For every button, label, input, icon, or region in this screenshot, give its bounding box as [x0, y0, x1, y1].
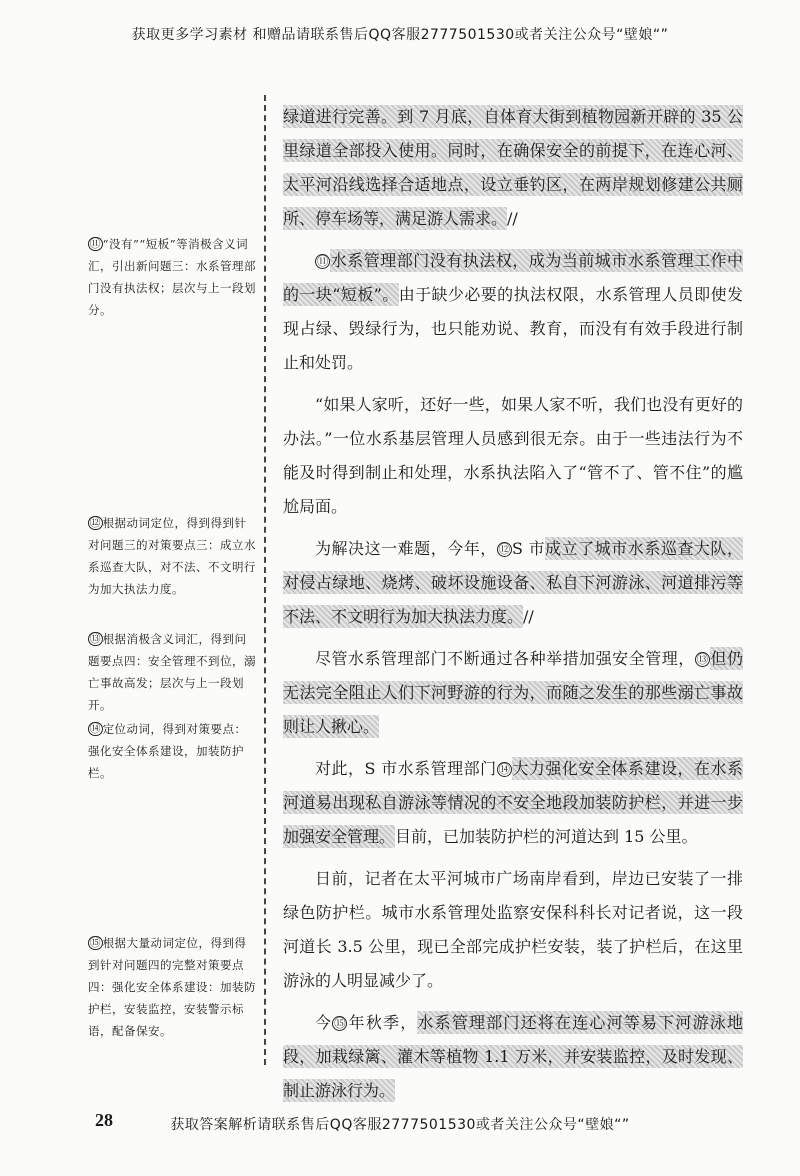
main-text: [283, 100, 743, 1116]
page-header: 获取更多学习素材 和赠品请联系售后QQ客服2777501530或者关注公众号“壁娘“”: [131, 27, 669, 43]
paragraph-text: 为解决这一难题，今年，: [315, 539, 497, 558]
highlight: 水系管理部门还将在连心河等易下河游泳地段，加栽绿篱、灌木等植物 1.1 万米，并安装监控，及时发现、制止游泳行为。: [283, 1013, 743, 1100]
paragraph-7: [283, 862, 743, 998]
paragraph-text: 由于缺少必要的执法权限，水系管理人员即使发现占绿、毁绿行为，也只能劝说、教育，而没有有效手段进行制止和处罚。: [283, 285, 743, 372]
paragraph-5: [283, 642, 743, 744]
annotation-11: [88, 233, 258, 321]
paragraph-4: [283, 532, 743, 634]
annotation-text: “没有”“短板”等消极含义词汇，引出新问题三：水系管理部门没有执法权；层次与上一段划分。: [88, 237, 256, 317]
paragraph-2: [283, 244, 743, 380]
highlight: 但仍无法完全阻止人们下河野游的行为，而随之发生的那些溺亡事故则让人揪心。: [283, 649, 743, 736]
paragraph-text: 尽管水系管理部门不断通过各种举措加强安全管理，: [315, 649, 695, 668]
circled-number: ⑫: [498, 541, 511, 556]
annotation-number: ⑭: [89, 721, 101, 735]
annotation-text: 定位动词，得到对策要点：强化安全体系建设，加装防护栏。: [88, 722, 247, 780]
annotation-text: 根据消极含义词汇，得到问题要点四：安全管理不到位，溺亡事故高发；层次与上一段划开。: [88, 632, 256, 712]
annotation-number: ⑬: [89, 631, 101, 645]
paragraph-8: [283, 1006, 743, 1108]
column-divider: [264, 95, 266, 1065]
highlight: 大力强化安全体系建设，在水系河道易出现私自游泳等情况的不安全地段加装防护栏，并进一步加强安全管理。: [283, 759, 743, 846]
paragraph-3: [283, 388, 743, 524]
section-mark: //: [507, 209, 518, 228]
paragraph-text: 对此，S 市水系管理部门: [315, 759, 497, 778]
annotation-text: 根据大量动词定位，得到得到针对问题四的完整对策要点四：强化安全体系建设：加装防护栏，安装监控，安装警示标语，配备保安。: [88, 936, 256, 1038]
circled-number: ⑮: [334, 1015, 346, 1030]
annotation-number: ⑪: [89, 236, 101, 250]
page-number: 28: [95, 1110, 113, 1130]
paragraph-text: 目前，已加装防护栏的河道达到 15 公里。: [395, 827, 698, 846]
paragraph-1: [283, 100, 743, 236]
paragraph-text: 年秋季，: [347, 1013, 418, 1032]
section-mark: //: [523, 607, 534, 626]
annotation-14: [88, 718, 258, 784]
annotation-number: ⑫: [89, 515, 101, 529]
page-footer: 获取答案解析请联系售后QQ客服2777501530或者关注公众号“壁娘“”: [170, 1117, 630, 1133]
annotation-text: 根据动词定位，得到得到针对问题三的对策要点三：成立水系巡查大队，对不法、不文明行为加大执法力度。: [88, 516, 256, 596]
highlight: 绿道进行完善。到 7 月底，自体育大街到植物园新开辟的 35 公里绿道全部投入使用。同时，在确保安全的前提下，在连心河、太平河沿线选择合适地点，设立垂钓区，在两岸规划修建公共厕所、停车场等，满足游人需求。: [283, 107, 743, 228]
annotation-number: ⑮: [89, 935, 101, 949]
paragraph-text: “如果人家听，还好一些，如果人家不听，我们也没有更好的办法。”一位水系基层管理人员感到很无奈。由于一些违法行为不能及时得到制止和处理，水系执法陷入了“管不了、管不住”的尴尬局面。: [283, 395, 743, 516]
circled-number: ⑬: [696, 651, 709, 666]
annotation-12: [88, 512, 258, 600]
highlight: 水系管理部门没有执法权，成为当前城市水系管理工作中的一块“短板”。: [283, 251, 743, 304]
paragraph-6: [283, 752, 743, 854]
paragraph-text: S 市: [512, 539, 546, 558]
annotation-13: [88, 628, 258, 716]
circled-number: ⑭: [498, 761, 511, 776]
paragraph-text: 日前，记者在太平河城市广场南岸看到，岸边已安装了一排绿色防护栏。城市水系管理处监察安保科科长对记者说，这一段河道长 3.5 公里，现已全部完成护栏安装，装了护栏后，在这里游泳的人明显减少了。: [283, 869, 743, 990]
circled-number: ⑪: [316, 253, 329, 268]
highlight: 成立了城市水系巡查大队，对侵占绿地、烧烤、破坏设施设备、私自下河游泳、河道排污等不法、不文明行为加大执法力度。: [283, 539, 743, 626]
paragraph-text: 今: [315, 1013, 333, 1032]
annotation-15: [88, 932, 258, 1042]
